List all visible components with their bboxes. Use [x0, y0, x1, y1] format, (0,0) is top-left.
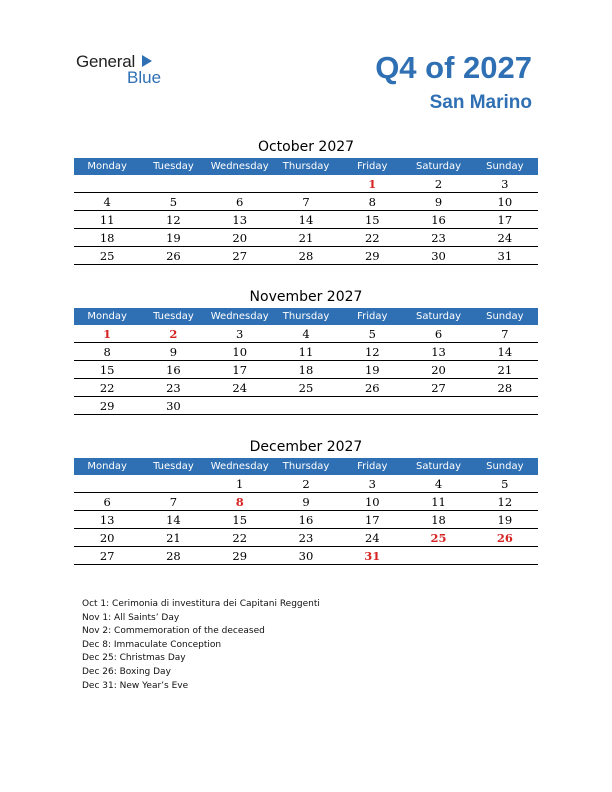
- empty-day-cell: [273, 175, 339, 193]
- day-cell: 23: [140, 379, 206, 397]
- weekday-header: Monday: [74, 458, 140, 475]
- day-cell: 2: [273, 475, 339, 493]
- weekday-header: Monday: [74, 158, 140, 175]
- day-cell: 14: [273, 211, 339, 229]
- weekday-header: Saturday: [405, 458, 471, 475]
- day-cell: 25: [273, 379, 339, 397]
- day-cell: 2: [405, 175, 471, 193]
- day-cell: 10: [472, 193, 538, 211]
- day-cell: 27: [74, 547, 140, 565]
- calendar-table: [74, 458, 538, 565]
- day-cell: 24: [339, 529, 405, 547]
- page-title: Q4 of 2027: [375, 50, 532, 85]
- holiday-list-item: Oct 1: Cerimonia di investitura dei Capitani Reggenti: [82, 599, 320, 609]
- holiday-list: [82, 598, 320, 693]
- day-cell: 14: [472, 343, 538, 361]
- day-cell: 19: [140, 229, 206, 247]
- weekday-header: Wednesday: [207, 308, 273, 325]
- month-title: October 2027: [257, 139, 355, 155]
- month-title: November 2027: [249, 289, 363, 305]
- holiday-list-item: Dec 8: Immaculate Conception: [82, 639, 222, 650]
- day-cell: 18: [273, 361, 339, 379]
- day-cell: 10: [339, 493, 405, 511]
- week-row: [74, 397, 538, 415]
- day-cell: 6: [74, 493, 140, 511]
- holiday-list-item: Dec 26: Boxing Day: [82, 666, 171, 677]
- day-cell: 12: [140, 211, 206, 229]
- day-cell: 28: [140, 547, 206, 565]
- day-cell: 21: [273, 229, 339, 247]
- week-row: [74, 547, 538, 565]
- empty-day-cell: [207, 397, 273, 415]
- week-row: [74, 175, 538, 193]
- day-cell: 20: [207, 229, 273, 247]
- day-cell: 25: [405, 529, 471, 547]
- week-row: [74, 343, 538, 361]
- day-cell: 8: [207, 493, 273, 511]
- calendar-table: [74, 158, 538, 265]
- weekday-header: Saturday: [405, 158, 471, 175]
- day-cell: 25: [74, 247, 140, 265]
- day-cell: 5: [472, 475, 538, 493]
- logo: [76, 52, 176, 88]
- day-cell: 12: [472, 493, 538, 511]
- day-cell: 24: [472, 229, 538, 247]
- holiday-list-item: Nov 1: All Saints’ Day: [82, 612, 180, 623]
- empty-day-cell: [405, 397, 471, 415]
- weekday-header-row: [74, 458, 538, 475]
- week-row: [74, 247, 538, 265]
- day-cell: 29: [74, 397, 140, 415]
- weekday-header: Sunday: [472, 158, 538, 175]
- day-cell: 22: [207, 529, 273, 547]
- empty-day-cell: [339, 397, 405, 415]
- day-cell: 30: [140, 397, 206, 415]
- month-title: December 2027: [249, 439, 363, 455]
- day-cell: 30: [273, 547, 339, 565]
- weekday-header: Tuesday: [140, 458, 206, 475]
- day-cell: 16: [405, 211, 471, 229]
- day-cell: 3: [339, 475, 405, 493]
- day-cell: 31: [472, 247, 538, 265]
- day-cell: 3: [472, 175, 538, 193]
- day-cell: 9: [273, 493, 339, 511]
- day-cell: 1: [339, 175, 405, 193]
- day-cell: 13: [405, 343, 471, 361]
- empty-day-cell: [140, 475, 206, 493]
- month-october: [74, 136, 538, 265]
- week-row: [74, 529, 538, 547]
- weekday-header: Wednesday: [207, 458, 273, 475]
- holiday-list-item: Dec 31: New Year’s Eve: [82, 680, 189, 691]
- weekday-header: Thursday: [273, 308, 339, 325]
- day-cell: 28: [472, 379, 538, 397]
- day-cell: 13: [207, 211, 273, 229]
- day-cell: 18: [74, 229, 140, 247]
- week-row: [74, 493, 538, 511]
- week-row: [74, 229, 538, 247]
- weekday-header: Tuesday: [140, 158, 206, 175]
- day-cell: 20: [405, 361, 471, 379]
- weekday-header: Friday: [339, 158, 405, 175]
- weekday-header: Thursday: [273, 458, 339, 475]
- weekday-header: Thursday: [273, 158, 339, 175]
- day-cell: 13: [74, 511, 140, 529]
- day-cell: 14: [140, 511, 206, 529]
- weekday-header: Friday: [339, 308, 405, 325]
- weekday-header: Friday: [339, 458, 405, 475]
- day-cell: 5: [140, 193, 206, 211]
- day-cell: 21: [472, 361, 538, 379]
- day-cell: 28: [273, 247, 339, 265]
- day-cell: 16: [273, 511, 339, 529]
- week-row: [74, 361, 538, 379]
- day-cell: 24: [207, 379, 273, 397]
- day-cell: 4: [273, 325, 339, 343]
- logo-flag-icon: [142, 55, 152, 67]
- day-cell: 12: [339, 343, 405, 361]
- day-cell: 21: [140, 529, 206, 547]
- logo-blue-text: Blue: [127, 68, 162, 87]
- day-cell: 19: [472, 511, 538, 529]
- day-cell: 18: [405, 511, 471, 529]
- weekday-header: Tuesday: [140, 308, 206, 325]
- empty-day-cell: [207, 175, 273, 193]
- day-cell: 8: [74, 343, 140, 361]
- weekday-header: Sunday: [472, 458, 538, 475]
- day-cell: 1: [207, 475, 273, 493]
- weekday-header: Sunday: [472, 308, 538, 325]
- day-cell: 9: [405, 193, 471, 211]
- empty-day-cell: [273, 397, 339, 415]
- weekday-header-row: [74, 308, 538, 325]
- month-december: [74, 436, 538, 565]
- day-cell: 30: [405, 247, 471, 265]
- week-row: [74, 511, 538, 529]
- day-cell: 27: [207, 247, 273, 265]
- day-cell: 11: [405, 493, 471, 511]
- weekday-header: Wednesday: [207, 158, 273, 175]
- empty-day-cell: [74, 175, 140, 193]
- day-cell: 1: [74, 325, 140, 343]
- weekday-header: Saturday: [405, 308, 471, 325]
- day-cell: 19: [339, 361, 405, 379]
- empty-day-cell: [405, 547, 471, 565]
- day-cell: 20: [74, 529, 140, 547]
- empty-day-cell: [74, 475, 140, 493]
- week-row: [74, 193, 538, 211]
- day-cell: 11: [273, 343, 339, 361]
- empty-day-cell: [472, 547, 538, 565]
- day-cell: 15: [74, 361, 140, 379]
- empty-day-cell: [472, 397, 538, 415]
- weekday-header-row: [74, 158, 538, 175]
- day-cell: 27: [405, 379, 471, 397]
- day-cell: 31: [339, 547, 405, 565]
- day-cell: 29: [339, 247, 405, 265]
- day-cell: 15: [207, 511, 273, 529]
- week-row: [74, 379, 538, 397]
- day-cell: 22: [74, 379, 140, 397]
- day-cell: 6: [207, 193, 273, 211]
- country-name: San Marino: [429, 92, 532, 113]
- weekday-header: Monday: [74, 308, 140, 325]
- day-cell: 22: [339, 229, 405, 247]
- week-row: [74, 475, 538, 493]
- week-row: [74, 325, 538, 343]
- day-cell: 4: [74, 193, 140, 211]
- day-cell: 26: [472, 529, 538, 547]
- day-cell: 10: [207, 343, 273, 361]
- week-row: [74, 211, 538, 229]
- day-cell: 15: [339, 211, 405, 229]
- day-cell: 5: [339, 325, 405, 343]
- day-cell: 17: [207, 361, 273, 379]
- day-cell: 7: [273, 193, 339, 211]
- day-cell: 7: [472, 325, 538, 343]
- holiday-list-item: Nov 2: Commemoration of the deceased: [82, 626, 265, 637]
- day-cell: 8: [339, 193, 405, 211]
- day-cell: 17: [339, 511, 405, 529]
- month-november: [74, 286, 538, 415]
- day-cell: 23: [405, 229, 471, 247]
- logo-general-text: General: [76, 52, 136, 71]
- day-cell: 3: [207, 325, 273, 343]
- day-cell: 29: [207, 547, 273, 565]
- day-cell: 9: [140, 343, 206, 361]
- day-cell: 11: [74, 211, 140, 229]
- day-cell: 17: [472, 211, 538, 229]
- day-cell: 2: [140, 325, 206, 343]
- day-cell: 4: [405, 475, 471, 493]
- day-cell: 7: [140, 493, 206, 511]
- day-cell: 23: [273, 529, 339, 547]
- day-cell: 16: [140, 361, 206, 379]
- day-cell: 26: [140, 247, 206, 265]
- holiday-list-item: Dec 25: Christmas Day: [82, 653, 186, 664]
- calendar-table: [74, 308, 538, 415]
- day-cell: 6: [405, 325, 471, 343]
- day-cell: 26: [339, 379, 405, 397]
- empty-day-cell: [140, 175, 206, 193]
